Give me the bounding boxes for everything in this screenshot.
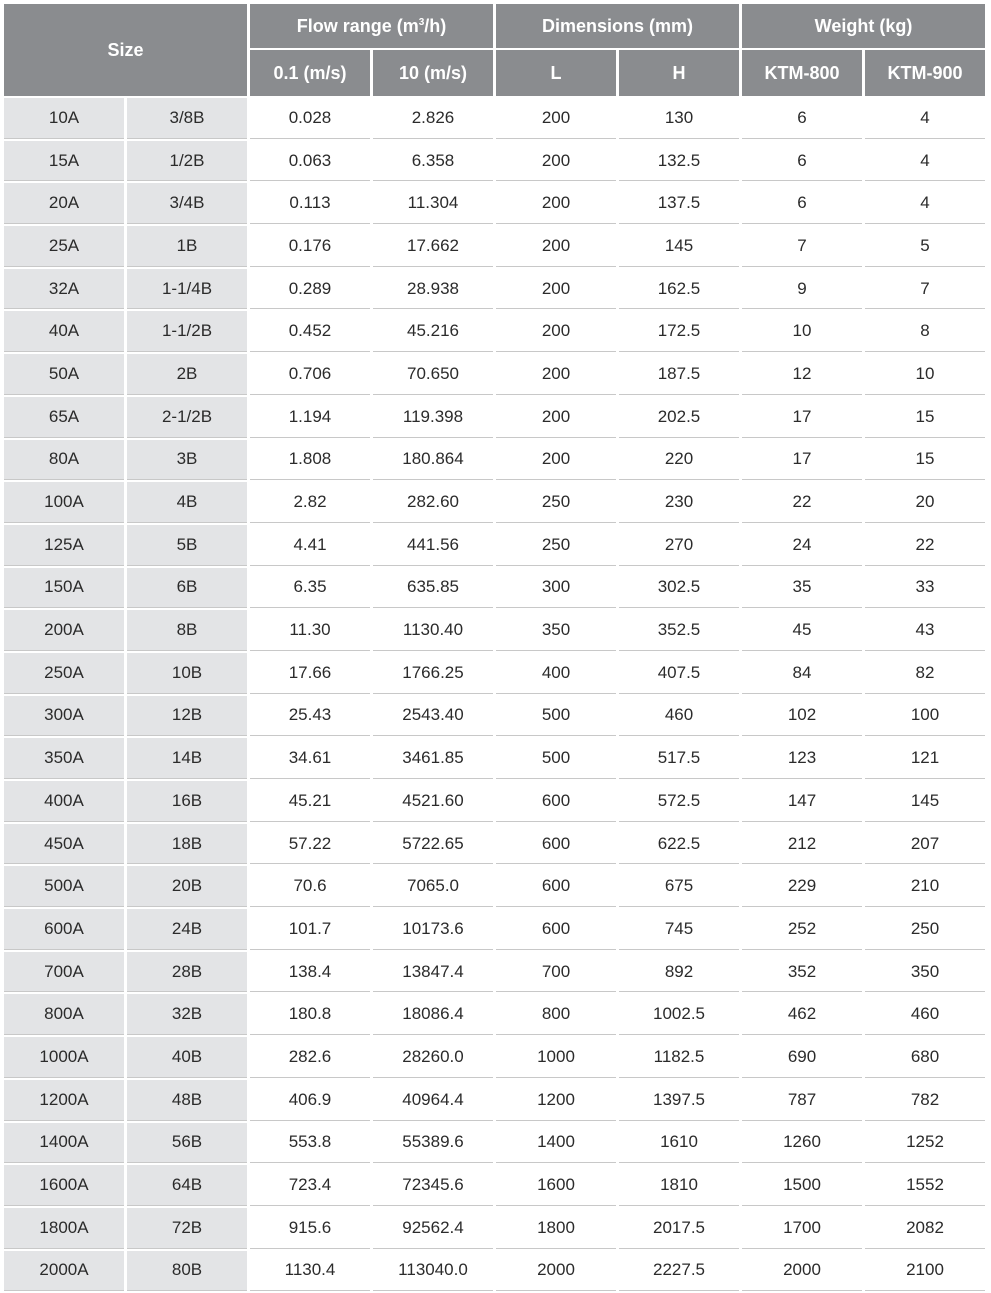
weight-ktm900-cell: 782 bbox=[865, 1080, 985, 1121]
weight-ktm900-cell: 250 bbox=[865, 909, 985, 950]
dim-l-cell: 700 bbox=[496, 952, 616, 993]
table-row bbox=[4, 696, 985, 737]
flow-high-cell: 6.358 bbox=[373, 141, 493, 182]
size-b-cell: 1/2B bbox=[127, 141, 247, 182]
flow-low-cell: 0.113 bbox=[250, 183, 370, 224]
dim-h-cell: 302.5 bbox=[619, 568, 739, 609]
flow-range-unit-exponent: 3 bbox=[418, 16, 425, 28]
weight-ktm800-cell: 24 bbox=[742, 525, 862, 566]
dim-l-cell: 400 bbox=[496, 653, 616, 694]
flow-high-cell: 72345.6 bbox=[373, 1165, 493, 1206]
spec-table-container bbox=[4, 4, 985, 1291]
flow-high-cell: 635.85 bbox=[373, 568, 493, 609]
dim-l-cell: 800 bbox=[496, 994, 616, 1035]
table-row bbox=[4, 1251, 985, 1292]
weight-ktm800-cell: 45 bbox=[742, 610, 862, 651]
flow-high-cell: 13847.4 bbox=[373, 952, 493, 993]
size-b-cell: 72B bbox=[127, 1208, 247, 1249]
flow-low-cell: 406.9 bbox=[250, 1080, 370, 1121]
flow-high-cell: 28260.0 bbox=[373, 1037, 493, 1078]
weight-ktm800-cell: 22 bbox=[742, 482, 862, 523]
size-b-cell: 12B bbox=[127, 696, 247, 737]
dim-h-cell: 1810 bbox=[619, 1165, 739, 1206]
table-row bbox=[4, 98, 985, 139]
dim-h-cell: 352.5 bbox=[619, 610, 739, 651]
dim-h-cell: 132.5 bbox=[619, 141, 739, 182]
flow-high-cell: 10173.6 bbox=[373, 909, 493, 950]
size-a-cell: 2000A bbox=[4, 1251, 124, 1292]
size-a-cell: 500A bbox=[4, 866, 124, 907]
flow-low-cell: 180.8 bbox=[250, 994, 370, 1035]
flow-high-cell: 5722.65 bbox=[373, 824, 493, 865]
size-b-cell: 14B bbox=[127, 738, 247, 779]
table-row bbox=[4, 525, 985, 566]
dim-l-cell: 500 bbox=[496, 738, 616, 779]
flow-high-cell: 40964.4 bbox=[373, 1080, 493, 1121]
flow-high-cell: 441.56 bbox=[373, 525, 493, 566]
flow-low-cell: 282.6 bbox=[250, 1037, 370, 1078]
weight-ktm900-cell: 8 bbox=[865, 311, 985, 352]
dim-l-cell: 200 bbox=[496, 269, 616, 310]
dim-l-cell: 200 bbox=[496, 226, 616, 267]
flow-high-cell: 1130.40 bbox=[373, 610, 493, 651]
weight-ktm900-cell: 1252 bbox=[865, 1123, 985, 1164]
dim-l-cell: 2000 bbox=[496, 1251, 616, 1292]
weight-ktm900-cell: 15 bbox=[865, 440, 985, 481]
flow-high-cell: 45.216 bbox=[373, 311, 493, 352]
flow-low-cell: 723.4 bbox=[250, 1165, 370, 1206]
size-b-cell: 3/4B bbox=[127, 183, 247, 224]
dim-l-cell: 600 bbox=[496, 866, 616, 907]
flow-low-cell: 11.30 bbox=[250, 610, 370, 651]
dim-l-cell: 250 bbox=[496, 482, 616, 523]
size-a-cell: 40A bbox=[4, 311, 124, 352]
table-row bbox=[4, 183, 985, 224]
size-a-cell: 1000A bbox=[4, 1037, 124, 1078]
table-row bbox=[4, 738, 985, 779]
dim-l-cell: 600 bbox=[496, 781, 616, 822]
size-b-cell: 40B bbox=[127, 1037, 247, 1078]
weight-ktm900-cell: 20 bbox=[865, 482, 985, 523]
table-row bbox=[4, 994, 985, 1035]
flow-low-cell: 1.194 bbox=[250, 397, 370, 438]
size-b-cell: 32B bbox=[127, 994, 247, 1035]
dim-h-cell: 145 bbox=[619, 226, 739, 267]
flow-high-cell: 180.864 bbox=[373, 440, 493, 481]
flow-high-cell: 2543.40 bbox=[373, 696, 493, 737]
header-weight-ktm800: KTM-800 bbox=[742, 50, 862, 96]
size-b-cell: 16B bbox=[127, 781, 247, 822]
weight-ktm900-cell: 5 bbox=[865, 226, 985, 267]
size-b-cell: 20B bbox=[127, 866, 247, 907]
dim-l-cell: 200 bbox=[496, 440, 616, 481]
weight-ktm900-cell: 43 bbox=[865, 610, 985, 651]
weight-ktm900-cell: 22 bbox=[865, 525, 985, 566]
weight-ktm800-cell: 462 bbox=[742, 994, 862, 1035]
weight-ktm900-cell: 2100 bbox=[865, 1251, 985, 1292]
size-b-cell: 4B bbox=[127, 482, 247, 523]
table-row bbox=[4, 610, 985, 651]
size-b-cell: 28B bbox=[127, 952, 247, 993]
size-a-cell: 65A bbox=[4, 397, 124, 438]
dim-l-cell: 300 bbox=[496, 568, 616, 609]
size-a-cell: 1400A bbox=[4, 1123, 124, 1164]
weight-ktm900-cell: 207 bbox=[865, 824, 985, 865]
size-b-cell: 1B bbox=[127, 226, 247, 267]
dim-l-cell: 1200 bbox=[496, 1080, 616, 1121]
weight-ktm900-cell: 15 bbox=[865, 397, 985, 438]
flow-low-cell: 17.66 bbox=[250, 653, 370, 694]
spec-table bbox=[1, 2, 988, 1293]
weight-ktm900-cell: 210 bbox=[865, 866, 985, 907]
dim-h-cell: 460 bbox=[619, 696, 739, 737]
flow-low-cell: 0.028 bbox=[250, 98, 370, 139]
weight-ktm800-cell: 7 bbox=[742, 226, 862, 267]
weight-ktm800-cell: 12 bbox=[742, 354, 862, 395]
table-body bbox=[4, 98, 985, 1291]
flow-high-cell: 7065.0 bbox=[373, 866, 493, 907]
dim-l-cell: 200 bbox=[496, 397, 616, 438]
dim-h-cell: 270 bbox=[619, 525, 739, 566]
flow-low-cell: 0.289 bbox=[250, 269, 370, 310]
weight-ktm800-cell: 212 bbox=[742, 824, 862, 865]
size-b-cell: 56B bbox=[127, 1123, 247, 1164]
size-a-cell: 125A bbox=[4, 525, 124, 566]
dim-l-cell: 1600 bbox=[496, 1165, 616, 1206]
flow-high-cell: 17.662 bbox=[373, 226, 493, 267]
weight-ktm900-cell: 4 bbox=[865, 141, 985, 182]
weight-ktm800-cell: 1700 bbox=[742, 1208, 862, 1249]
table-row bbox=[4, 909, 985, 950]
weight-ktm800-cell: 352 bbox=[742, 952, 862, 993]
flow-low-cell: 1130.4 bbox=[250, 1251, 370, 1292]
dim-l-cell: 1000 bbox=[496, 1037, 616, 1078]
weight-ktm800-cell: 6 bbox=[742, 98, 862, 139]
flow-low-cell: 25.43 bbox=[250, 696, 370, 737]
flow-high-cell: 28.938 bbox=[373, 269, 493, 310]
dim-l-cell: 200 bbox=[496, 183, 616, 224]
size-a-cell: 800A bbox=[4, 994, 124, 1035]
flow-low-cell: 45.21 bbox=[250, 781, 370, 822]
weight-ktm900-cell: 350 bbox=[865, 952, 985, 993]
weight-ktm900-cell: 33 bbox=[865, 568, 985, 609]
table-row bbox=[4, 440, 985, 481]
weight-ktm800-cell: 35 bbox=[742, 568, 862, 609]
dim-h-cell: 162.5 bbox=[619, 269, 739, 310]
flow-low-cell: 1.808 bbox=[250, 440, 370, 481]
flow-low-cell: 553.8 bbox=[250, 1123, 370, 1164]
weight-ktm800-cell: 690 bbox=[742, 1037, 862, 1078]
flow-low-cell: 0.063 bbox=[250, 141, 370, 182]
size-a-cell: 50A bbox=[4, 354, 124, 395]
weight-ktm900-cell: 680 bbox=[865, 1037, 985, 1078]
size-b-cell: 2-1/2B bbox=[127, 397, 247, 438]
weight-ktm800-cell: 787 bbox=[742, 1080, 862, 1121]
dim-l-cell: 600 bbox=[496, 909, 616, 950]
weight-ktm800-cell: 17 bbox=[742, 397, 862, 438]
dim-l-cell: 200 bbox=[496, 141, 616, 182]
weight-ktm800-cell: 84 bbox=[742, 653, 862, 694]
dim-h-cell: 572.5 bbox=[619, 781, 739, 822]
header-flow-high: 10 (m/s) bbox=[373, 50, 493, 96]
flow-low-cell: 0.706 bbox=[250, 354, 370, 395]
size-b-cell: 3/8B bbox=[127, 98, 247, 139]
dim-h-cell: 187.5 bbox=[619, 354, 739, 395]
size-b-cell: 48B bbox=[127, 1080, 247, 1121]
dim-h-cell: 172.5 bbox=[619, 311, 739, 352]
size-b-cell: 10B bbox=[127, 653, 247, 694]
size-a-cell: 1800A bbox=[4, 1208, 124, 1249]
table-row bbox=[4, 269, 985, 310]
dim-h-cell: 2227.5 bbox=[619, 1251, 739, 1292]
flow-low-cell: 0.452 bbox=[250, 311, 370, 352]
size-a-cell: 450A bbox=[4, 824, 124, 865]
size-a-cell: 600A bbox=[4, 909, 124, 950]
weight-ktm800-cell: 102 bbox=[742, 696, 862, 737]
size-b-cell: 2B bbox=[127, 354, 247, 395]
table-row bbox=[4, 1037, 985, 1078]
dim-h-cell: 1397.5 bbox=[619, 1080, 739, 1121]
dim-h-cell: 675 bbox=[619, 866, 739, 907]
flow-high-cell: 55389.6 bbox=[373, 1123, 493, 1164]
header-dimensions: Dimensions (mm) bbox=[496, 4, 739, 48]
size-a-cell: 1600A bbox=[4, 1165, 124, 1206]
weight-ktm900-cell: 100 bbox=[865, 696, 985, 737]
dim-h-cell: 137.5 bbox=[619, 183, 739, 224]
size-a-cell: 80A bbox=[4, 440, 124, 481]
header-flow-low: 0.1 (m/s) bbox=[250, 50, 370, 96]
weight-ktm900-cell: 7 bbox=[865, 269, 985, 310]
flow-high-cell: 3461.85 bbox=[373, 738, 493, 779]
weight-ktm800-cell: 2000 bbox=[742, 1251, 862, 1292]
dim-h-cell: 130 bbox=[619, 98, 739, 139]
weight-ktm800-cell: 1500 bbox=[742, 1165, 862, 1206]
size-b-cell: 18B bbox=[127, 824, 247, 865]
dim-l-cell: 1800 bbox=[496, 1208, 616, 1249]
dim-l-cell: 200 bbox=[496, 311, 616, 352]
dim-h-cell: 202.5 bbox=[619, 397, 739, 438]
flow-high-cell: 1766.25 bbox=[373, 653, 493, 694]
flow-high-cell: 18086.4 bbox=[373, 994, 493, 1035]
flow-low-cell: 0.176 bbox=[250, 226, 370, 267]
weight-ktm800-cell: 9 bbox=[742, 269, 862, 310]
table-row bbox=[4, 824, 985, 865]
size-b-cell: 1-1/2B bbox=[127, 311, 247, 352]
dim-h-cell: 1002.5 bbox=[619, 994, 739, 1035]
weight-ktm800-cell: 229 bbox=[742, 866, 862, 907]
header-dim-l: L bbox=[496, 50, 616, 96]
table-row bbox=[4, 141, 985, 182]
dim-h-cell: 622.5 bbox=[619, 824, 739, 865]
size-b-cell: 80B bbox=[127, 1251, 247, 1292]
flow-low-cell: 138.4 bbox=[250, 952, 370, 993]
table-row bbox=[4, 1165, 985, 1206]
header-flow-range bbox=[250, 4, 493, 48]
weight-ktm900-cell: 145 bbox=[865, 781, 985, 822]
table-row bbox=[4, 354, 985, 395]
table-row bbox=[4, 482, 985, 523]
weight-ktm800-cell: 17 bbox=[742, 440, 862, 481]
header-weight-ktm900: KTM-900 bbox=[865, 50, 985, 96]
dim-h-cell: 407.5 bbox=[619, 653, 739, 694]
size-a-cell: 300A bbox=[4, 696, 124, 737]
weight-ktm800-cell: 252 bbox=[742, 909, 862, 950]
dim-l-cell: 600 bbox=[496, 824, 616, 865]
weight-ktm900-cell: 1552 bbox=[865, 1165, 985, 1206]
weight-ktm800-cell: 147 bbox=[742, 781, 862, 822]
size-a-cell: 15A bbox=[4, 141, 124, 182]
dim-h-cell: 230 bbox=[619, 482, 739, 523]
table-row bbox=[4, 311, 985, 352]
weight-ktm900-cell: 2082 bbox=[865, 1208, 985, 1249]
size-b-cell: 24B bbox=[127, 909, 247, 950]
table-row bbox=[4, 397, 985, 438]
dim-l-cell: 1400 bbox=[496, 1123, 616, 1164]
size-a-cell: 10A bbox=[4, 98, 124, 139]
size-b-cell: 6B bbox=[127, 568, 247, 609]
size-b-cell: 8B bbox=[127, 610, 247, 651]
flow-high-cell: 282.60 bbox=[373, 482, 493, 523]
size-b-cell: 5B bbox=[127, 525, 247, 566]
dim-h-cell: 2017.5 bbox=[619, 1208, 739, 1249]
table-row bbox=[4, 226, 985, 267]
flow-high-cell: 11.304 bbox=[373, 183, 493, 224]
flow-low-cell: 6.35 bbox=[250, 568, 370, 609]
dim-l-cell: 350 bbox=[496, 610, 616, 651]
size-b-cell: 3B bbox=[127, 440, 247, 481]
weight-ktm900-cell: 460 bbox=[865, 994, 985, 1035]
weight-ktm900-cell: 82 bbox=[865, 653, 985, 694]
weight-ktm800-cell: 6 bbox=[742, 141, 862, 182]
size-b-cell: 1-1/4B bbox=[127, 269, 247, 310]
dim-l-cell: 200 bbox=[496, 98, 616, 139]
size-a-cell: 150A bbox=[4, 568, 124, 609]
size-a-cell: 250A bbox=[4, 653, 124, 694]
dim-l-cell: 250 bbox=[496, 525, 616, 566]
size-a-cell: 400A bbox=[4, 781, 124, 822]
flow-high-cell: 113040.0 bbox=[373, 1251, 493, 1292]
dim-l-cell: 500 bbox=[496, 696, 616, 737]
weight-ktm800-cell: 6 bbox=[742, 183, 862, 224]
flow-low-cell: 57.22 bbox=[250, 824, 370, 865]
header-weight: Weight (kg) bbox=[742, 4, 985, 48]
table-row bbox=[4, 1123, 985, 1164]
weight-ktm900-cell: 121 bbox=[865, 738, 985, 779]
flow-high-cell: 2.826 bbox=[373, 98, 493, 139]
size-a-cell: 32A bbox=[4, 269, 124, 310]
size-a-cell: 100A bbox=[4, 482, 124, 523]
dim-h-cell: 220 bbox=[619, 440, 739, 481]
dim-h-cell: 892 bbox=[619, 952, 739, 993]
dim-h-cell: 1610 bbox=[619, 1123, 739, 1164]
flow-low-cell: 101.7 bbox=[250, 909, 370, 950]
weight-ktm800-cell: 123 bbox=[742, 738, 862, 779]
table-row bbox=[4, 1080, 985, 1121]
flow-range-label: Flow range (m bbox=[296, 15, 419, 36]
size-a-cell: 700A bbox=[4, 952, 124, 993]
flow-high-cell: 4521.60 bbox=[373, 781, 493, 822]
table-row bbox=[4, 952, 985, 993]
table-row bbox=[4, 781, 985, 822]
table-row bbox=[4, 1208, 985, 1249]
weight-ktm900-cell: 4 bbox=[865, 98, 985, 139]
dim-l-cell: 200 bbox=[496, 354, 616, 395]
flow-high-cell: 92562.4 bbox=[373, 1208, 493, 1249]
flow-low-cell: 70.6 bbox=[250, 866, 370, 907]
weight-ktm800-cell: 1260 bbox=[742, 1123, 862, 1164]
flow-high-cell: 70.650 bbox=[373, 354, 493, 395]
size-a-cell: 25A bbox=[4, 226, 124, 267]
header-size: Size bbox=[4, 4, 247, 96]
weight-ktm900-cell: 10 bbox=[865, 354, 985, 395]
size-a-cell: 1200A bbox=[4, 1080, 124, 1121]
flow-low-cell: 2.82 bbox=[250, 482, 370, 523]
flow-range-unit-suffix: /h) bbox=[424, 15, 447, 36]
size-b-cell: 64B bbox=[127, 1165, 247, 1206]
weight-ktm800-cell: 10 bbox=[742, 311, 862, 352]
flow-low-cell: 34.61 bbox=[250, 738, 370, 779]
size-a-cell: 200A bbox=[4, 610, 124, 651]
dim-h-cell: 1182.5 bbox=[619, 1037, 739, 1078]
size-a-cell: 20A bbox=[4, 183, 124, 224]
table-row bbox=[4, 568, 985, 609]
dim-h-cell: 745 bbox=[619, 909, 739, 950]
weight-ktm900-cell: 4 bbox=[865, 183, 985, 224]
flow-low-cell: 915.6 bbox=[250, 1208, 370, 1249]
flow-high-cell: 119.398 bbox=[373, 397, 493, 438]
table-row bbox=[4, 653, 985, 694]
table-row bbox=[4, 866, 985, 907]
header-dim-h: H bbox=[619, 50, 739, 96]
size-a-cell: 350A bbox=[4, 738, 124, 779]
dim-h-cell: 517.5 bbox=[619, 738, 739, 779]
flow-low-cell: 4.41 bbox=[250, 525, 370, 566]
